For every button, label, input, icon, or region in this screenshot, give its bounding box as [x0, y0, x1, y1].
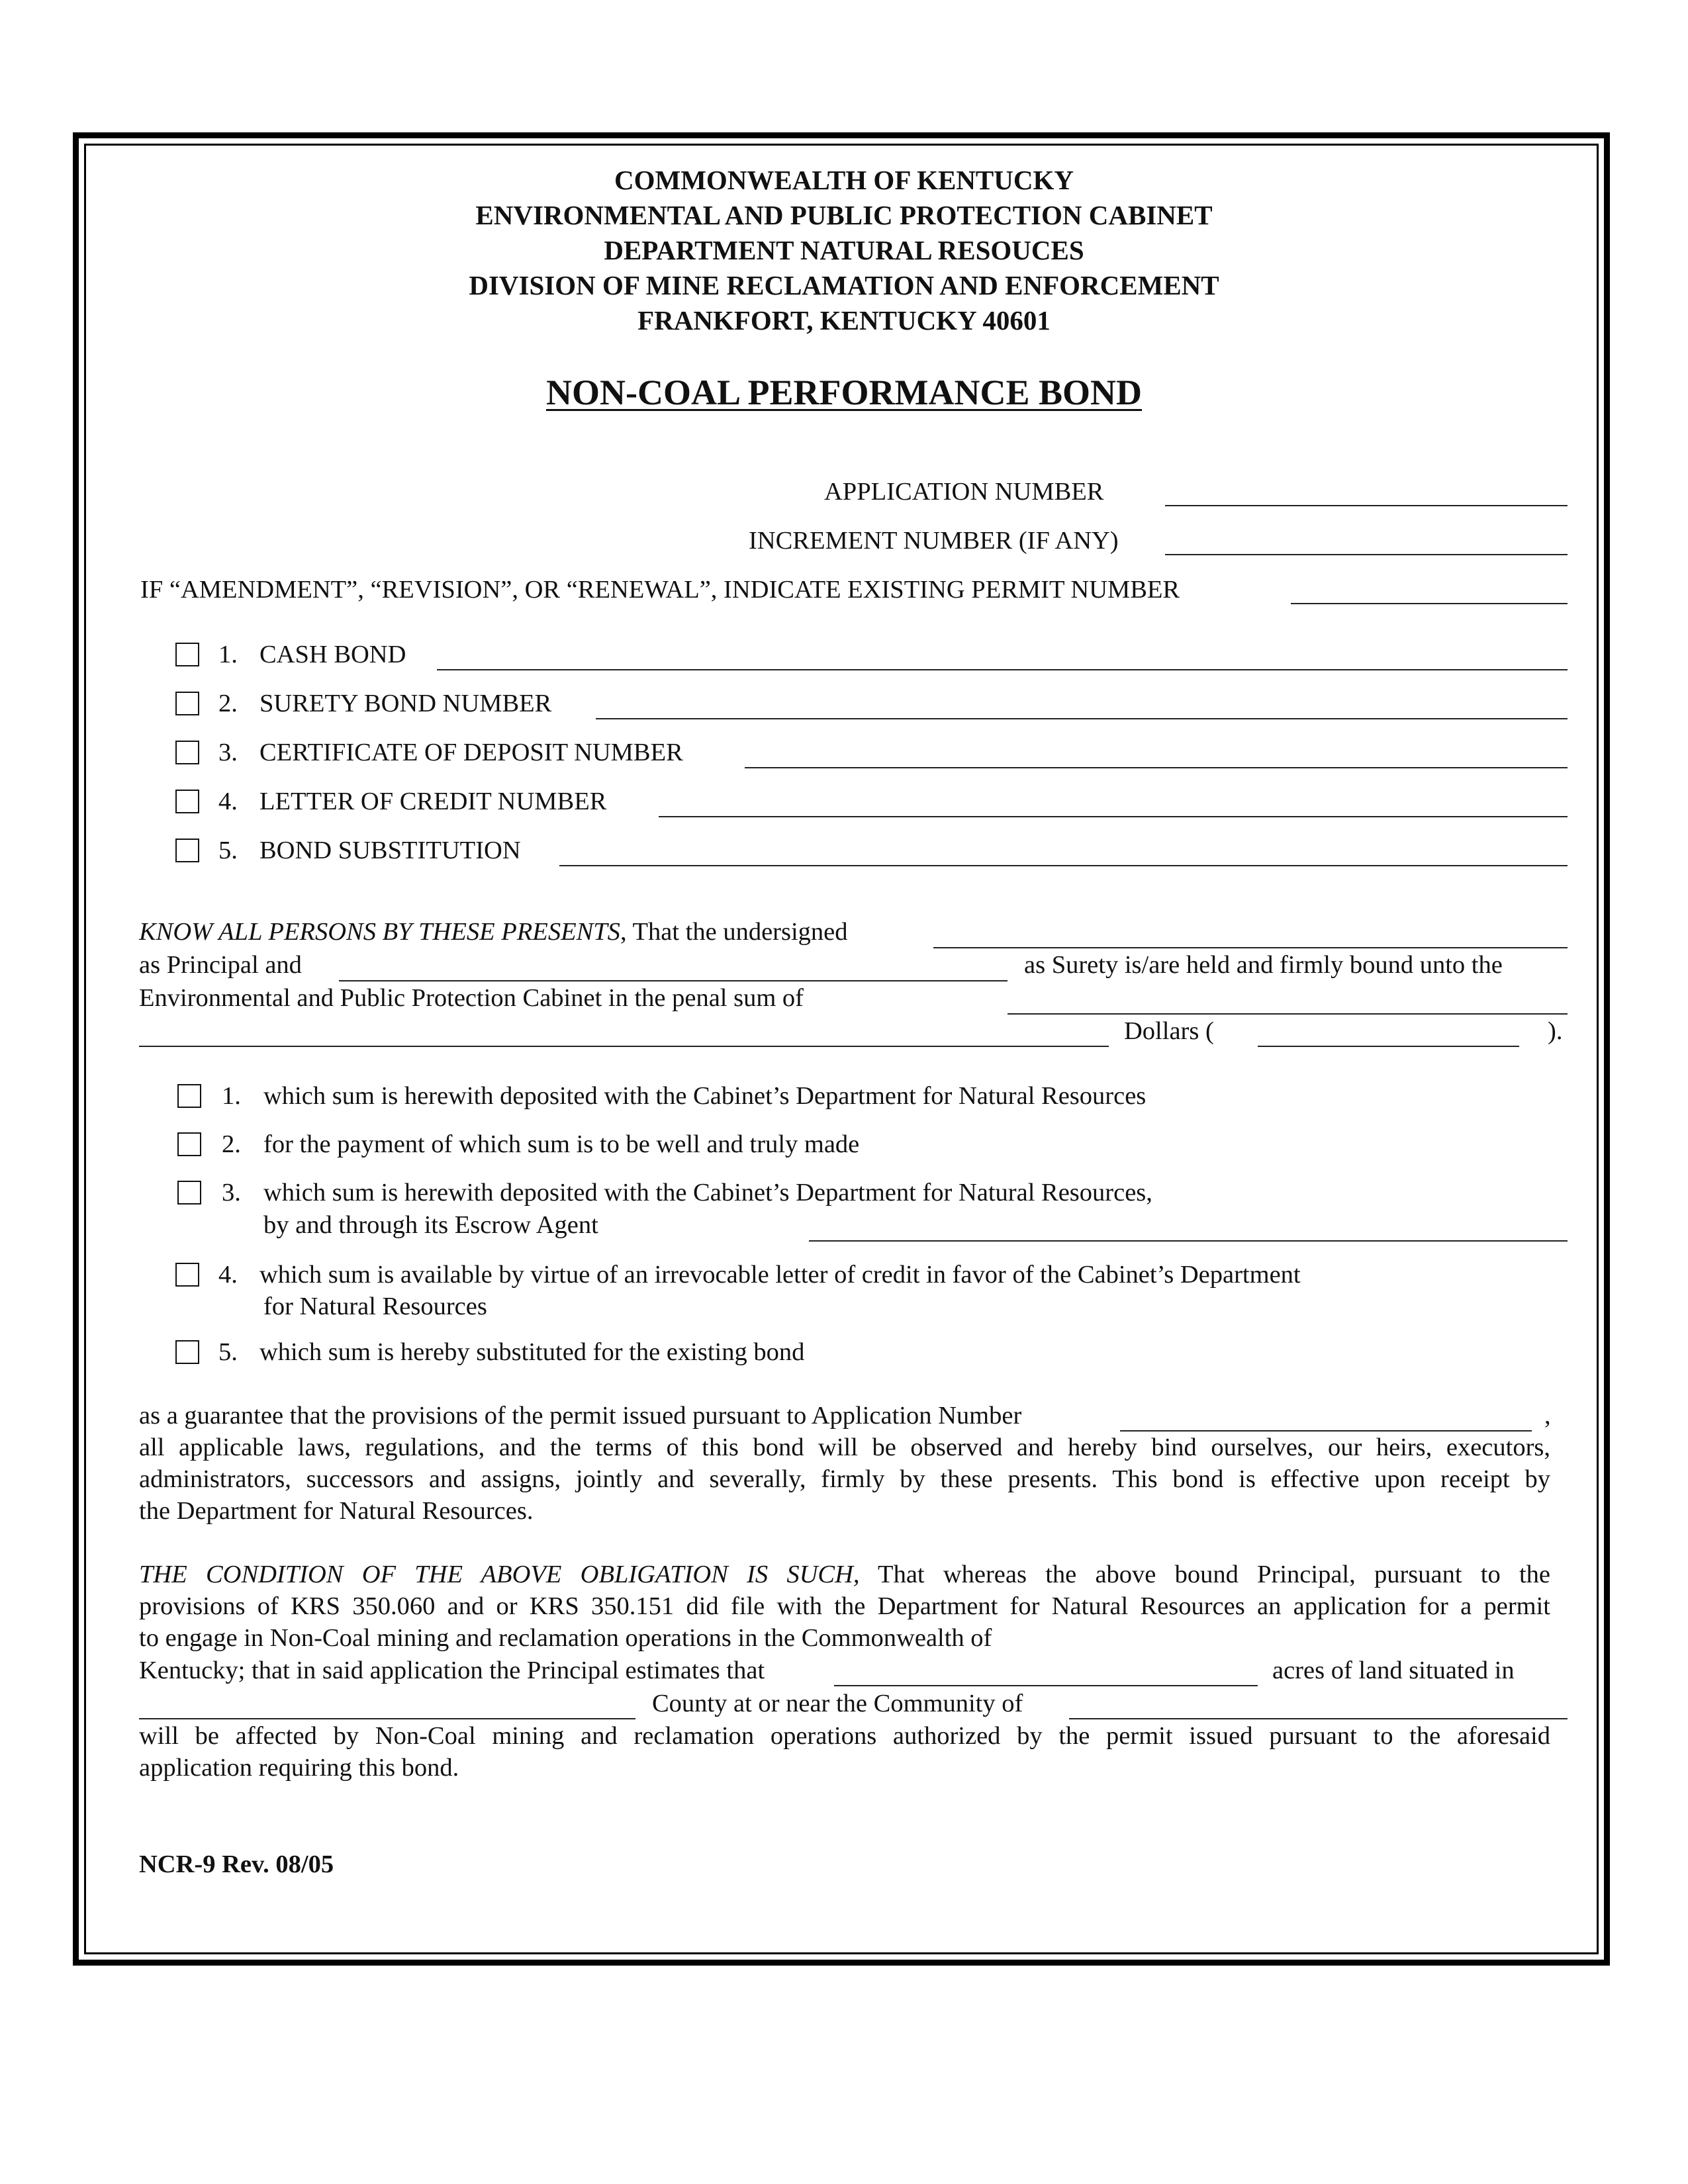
surety-label: as Surety is/are held and firmly bound unto the	[1024, 951, 1503, 979]
undersigned-field[interactable]	[933, 947, 1568, 948]
sum-option-text: which sum is available by virtue of an irrevocable letter of credit in favor of the Cabinet’s Department	[259, 1261, 1301, 1289]
dollars-label: Dollars (	[1124, 1017, 1214, 1045]
surety-bond-number-field[interactable]	[596, 718, 1568, 719]
bond-type-label: CASH BOND	[259, 641, 406, 668]
existing-permit-field[interactable]	[1291, 603, 1568, 604]
condition-paragraph-end	[139, 1720, 1550, 1784]
bond-type-num: 5.	[218, 837, 238, 864]
form-id: NCR-9 Rev. 08/05	[139, 1850, 334, 1878]
sum-option-text: which sum is herewith deposited with the Cabinet’s Department for Natural Resources	[263, 1082, 1147, 1110]
bond-type-num: 2.	[218, 690, 238, 717]
dollars-close: ).	[1548, 1017, 1563, 1045]
guarantee-line-4: the Department for Natural Resources.	[139, 1497, 534, 1525]
sum-option-num: 5.	[218, 1338, 238, 1366]
increment-number-label: INCREMENT NUMBER (IF ANY)	[749, 527, 1119, 555]
acres-field[interactable]	[834, 1685, 1258, 1686]
penal-sum-words-field[interactable]	[139, 1046, 1109, 1047]
sum-option-text: which sum is herewith deposited with the Cabinet’s Department for Natural Resources,	[263, 1179, 1152, 1206]
sum-option-text: which sum is hereby substituted for the existing bond	[259, 1338, 805, 1366]
checkbox-certificate-of-deposit[interactable]	[175, 741, 199, 764]
bond-type-num: 4.	[218, 788, 238, 815]
checkbox-sum-deposited[interactable]	[177, 1084, 201, 1108]
checkbox-bond-substitution[interactable]	[175, 839, 199, 862]
condition-line-7: application requiring this bond.	[139, 1754, 459, 1782]
header-line-5: FRANKFORT, KENTUCKY 40601	[637, 305, 1051, 336]
header-line-4: DIVISION OF MINE RECLAMATION AND ENFORCEMENT	[469, 270, 1219, 300]
checkbox-sum-letter-of-credit[interactable]	[175, 1263, 199, 1287]
checkbox-sum-substituted[interactable]	[175, 1340, 199, 1364]
application-number-field[interactable]	[1165, 505, 1568, 506]
checkbox-sum-escrow[interactable]	[177, 1181, 201, 1205]
form-title: NON-COAL PERFORMANCE BOND	[546, 373, 1142, 412]
escrow-agent-field[interactable]	[809, 1240, 1568, 1242]
sum-option-text-2: by and through its Escrow Agent	[263, 1211, 598, 1239]
sum-option-num: 2.	[222, 1130, 241, 1158]
bond-type-num: 1.	[218, 641, 238, 668]
sum-option-text: for the payment of which sum is to be well and truly made	[263, 1130, 860, 1158]
checkbox-sum-payment[interactable]	[177, 1132, 201, 1156]
condition-line-2: provisions of KRS 350.060 and or KRS 350.151 did file with the Department for Natural Resources an application for a permit	[139, 1592, 1550, 1620]
sum-option-num: 4.	[218, 1261, 238, 1289]
condition-line-3: to engage in Non-Coal mining and reclamation operations in the Commonwealth of	[139, 1624, 992, 1652]
condition-line-6: will be affected by Non-Coal mining and reclamation operations authorized by the permit issued pursuant to the aforesaid	[139, 1722, 1550, 1750]
condition-line-4a: Kentucky; that in said application the Principal estimates that	[139, 1657, 765, 1684]
bond-type-label: SURETY BOND NUMBER	[259, 690, 552, 717]
penal-sum-field[interactable]	[1008, 1013, 1568, 1015]
know-all-rest: , That the undersigned	[620, 918, 848, 946]
know-all-italic: KNOW ALL PERSONS BY THESE PRESENTS	[139, 918, 620, 946]
sum-option-num: 3.	[222, 1179, 241, 1206]
increment-number-field[interactable]	[1165, 554, 1568, 555]
know-all-line	[139, 917, 848, 947]
guarantee-paragraph	[139, 1432, 1550, 1527]
bond-type-num: 3.	[218, 739, 238, 766]
cash-bond-field[interactable]	[437, 669, 1568, 670]
penal-sum-label: Environmental and Public Protection Cabinet in the penal sum of	[139, 984, 804, 1012]
principal-field[interactable]	[339, 980, 1008, 981]
checkbox-letter-of-credit[interactable]	[175, 790, 199, 813]
checkbox-surety-bond[interactable]	[175, 692, 199, 715]
condition-line-4b: acres of land situated in	[1272, 1657, 1515, 1684]
letter-of-credit-field[interactable]	[659, 816, 1568, 817]
dollars-amount-field[interactable]	[1258, 1046, 1519, 1047]
application-number-label: APPLICATION NUMBER	[824, 478, 1104, 506]
condition-italic: THE CONDITION OF THE ABOVE OBLIGATION IS SUCH,	[139, 1561, 860, 1588]
bond-type-label: LETTER OF CREDIT NUMBER	[259, 788, 607, 815]
checkbox-cash-bond[interactable]	[175, 643, 199, 666]
header-line-1: COMMONWEALTH OF KENTUCKY	[614, 165, 1074, 195]
condition-paragraph	[139, 1559, 1550, 1654]
guarantee-line-2: all applicable laws, regulations, and the terms of this bond will be observed and hereby bind ourselves, our heirs, executors,	[139, 1433, 1550, 1461]
sum-option-num: 1.	[222, 1082, 241, 1110]
header-line-3: DEPARTMENT NATURAL RESOUCES	[604, 235, 1084, 265]
county-label: County at or near the Community of	[652, 1690, 1023, 1717]
principal-label: as Principal and	[139, 951, 302, 979]
community-field[interactable]	[1069, 1718, 1568, 1719]
bond-substitution-field[interactable]	[559, 865, 1568, 866]
condition-line-1-rest: That whereas the above bound Principal, pursuant to the	[878, 1561, 1550, 1588]
guarantee-line-3: administrators, successors and assigns, jointly and severally, firmly by these presents. This bond is effective upon receipt by	[139, 1465, 1550, 1493]
bond-type-label: BOND SUBSTITUTION	[259, 837, 521, 864]
county-field[interactable]	[139, 1718, 635, 1719]
existing-permit-label: IF “AMENDMENT”, “REVISION”, OR “RENEWAL”, INDICATE EXISTING PERMIT NUMBER	[140, 576, 1180, 604]
condition-line-1	[139, 1559, 1550, 1590]
certificate-of-deposit-field[interactable]	[745, 767, 1568, 768]
header-line-2: ENVIRONMENTAL AND PUBLIC PROTECTION CABINET	[475, 200, 1213, 230]
bond-type-label: CERTIFICATE OF DEPOSIT NUMBER	[259, 739, 683, 766]
sum-option-text-2: for Natural Resources	[263, 1293, 487, 1320]
guarantee-comma: ,	[1544, 1402, 1551, 1430]
guarantee-line-1: as a guarantee that the provisions of the permit issued pursuant to Application Number	[139, 1402, 1022, 1430]
